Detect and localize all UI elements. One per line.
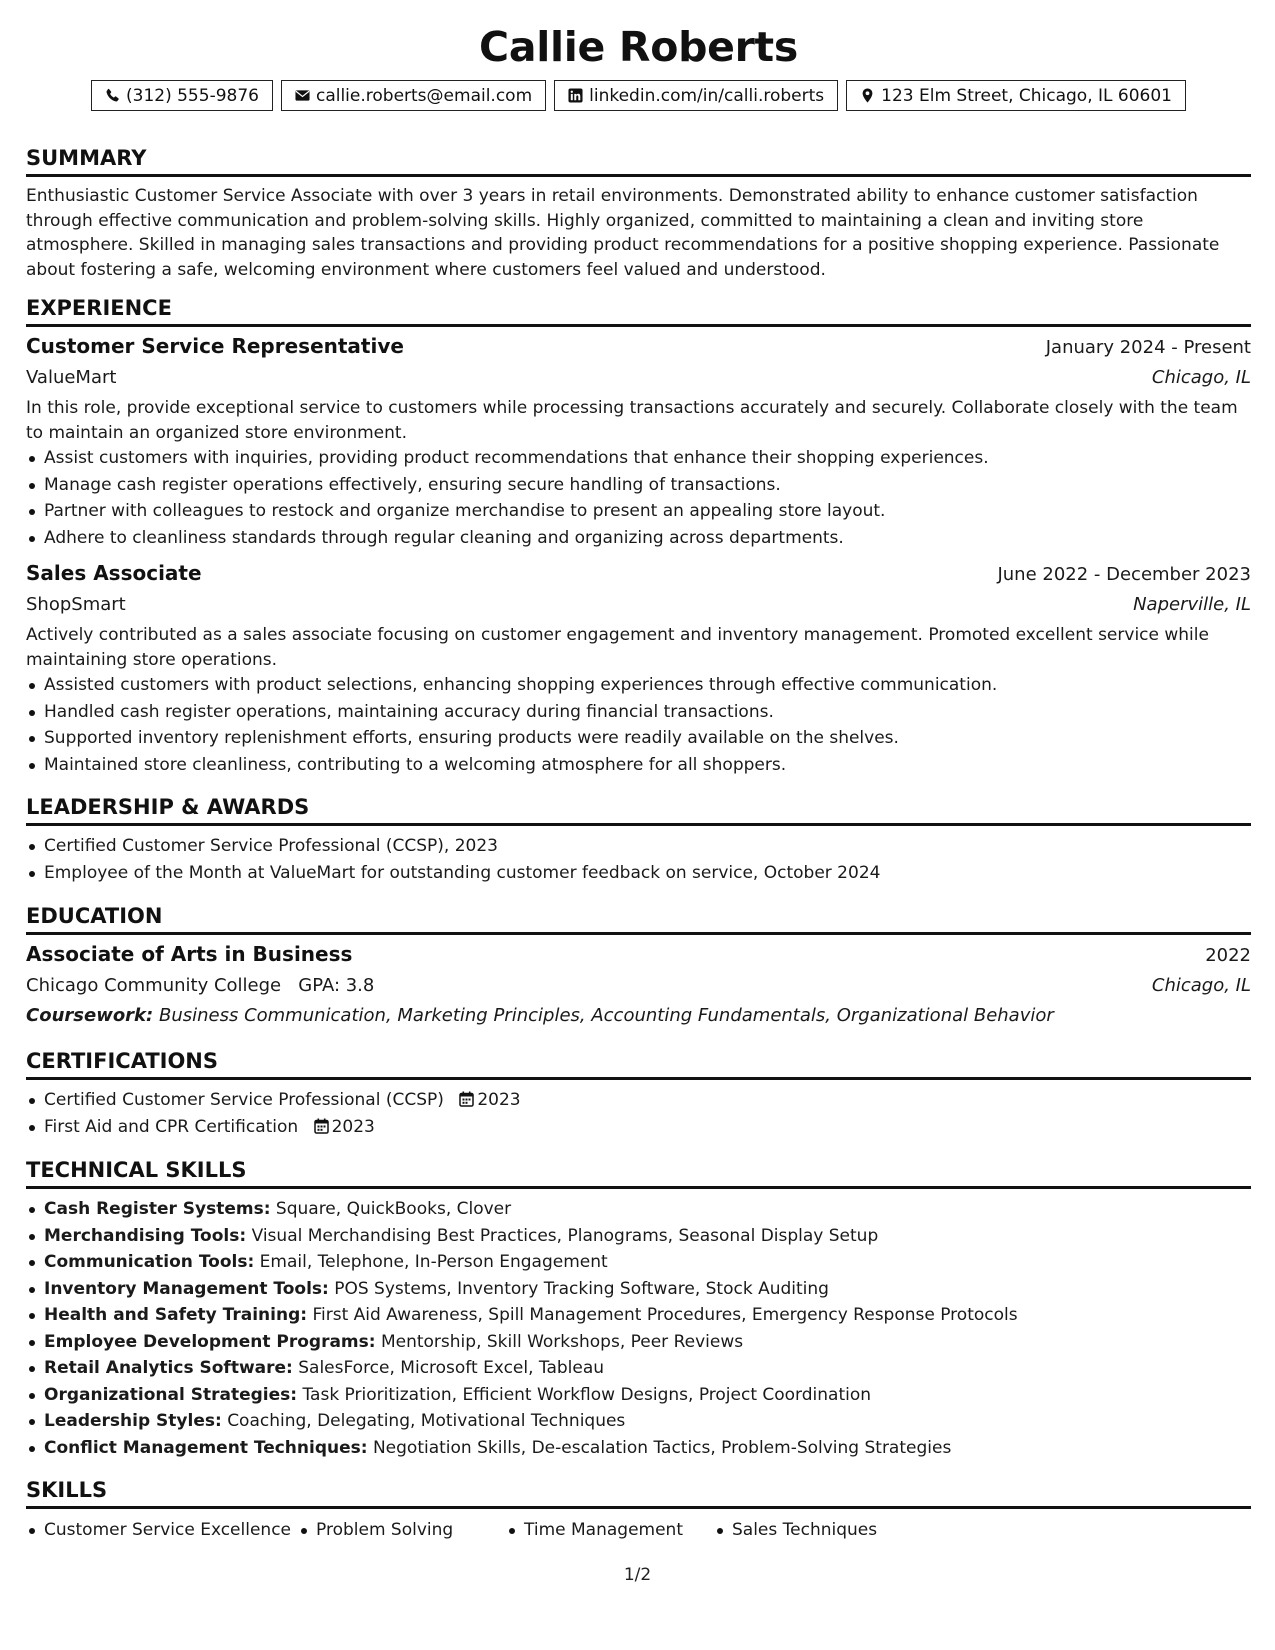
skill-values: Email, Telephone, In-Person Engagement	[259, 1252, 608, 1272]
technical-skills-section	[26, 1157, 1251, 1461]
skill-category: Cash Register Systems:	[44, 1199, 271, 1219]
section-title-summary: SUMMARY	[26, 145, 1251, 177]
skill-values: Visual Merchandising Best Practices, Planograms, Seasonal Display Setup	[251, 1225, 879, 1246]
skill-values: Task Prioritization, Efficient Workflow Designs, Project Coordination	[302, 1384, 872, 1405]
list-item	[26, 1408, 1251, 1435]
skill-item: Time Management	[506, 1517, 714, 1543]
job-title: Customer Service Representative	[26, 334, 404, 358]
list-item: Adhere to cleanliness standards through regular cleaning and organizing across departments.	[26, 525, 1251, 552]
list-item	[26, 1329, 1251, 1356]
gpa: GPA: 3.8	[298, 975, 375, 996]
contact-bar	[26, 80, 1251, 111]
skills-section	[26, 1477, 1251, 1543]
list-item: Certified Customer Service Professional (CCSP), 2023	[26, 833, 1251, 860]
calendar-icon	[314, 1118, 329, 1134]
job-company: ShopSmart	[26, 594, 126, 615]
leadership-section	[26, 794, 1251, 886]
skill-values: Negotiation Skills, De-escalation Tactics, Problem-Solving Strategies	[372, 1437, 952, 1458]
linkedin-text: linkedin.com/in/calli.roberts	[589, 85, 825, 106]
skill-item: Problem Solving	[298, 1517, 506, 1543]
list-item: Supported inventory replenishment efforts, ensuring products were readily available on the shelves.	[26, 725, 1251, 752]
job-entry	[26, 558, 1251, 778]
job-entry	[26, 331, 1251, 551]
skill-category: Conflict Management Techniques:	[44, 1437, 368, 1458]
calendar-icon	[459, 1091, 474, 1107]
candidate-name: Callie Roberts	[479, 23, 798, 71]
list-item: Partner with colleagues to restock and organize merchandise to present an appealing store layout.	[26, 498, 1251, 525]
page-number: 1/2	[623, 1565, 652, 1585]
job-bullets	[26, 672, 1251, 778]
leadership-list	[26, 833, 1251, 886]
school-location: Chicago, IL	[1151, 975, 1251, 996]
certification-year: 2023	[331, 1116, 375, 1137]
technical-skills-list	[26, 1196, 1251, 1461]
job-bullets	[26, 445, 1251, 551]
skill-item: Customer Service Excellence	[26, 1517, 298, 1543]
list-item: Assisted customers with product selections, enhancing shopping experiences through effective communication.	[26, 672, 1251, 699]
job-description: In this role, provide exceptional service to customers while processing transactions accurately and securely. Collaborate closely with the team to maintain an organized store environment.	[26, 398, 1238, 443]
certification-name: First Aid and CPR Certification	[44, 1116, 299, 1137]
envelope-icon	[295, 88, 310, 103]
job-dates: June 2022 - December 2023	[997, 564, 1251, 585]
list-item	[26, 1114, 1251, 1141]
skill-values: Mentorship, Skill Workshops, Peer Reviews	[380, 1331, 744, 1352]
skill-item: Sales Techniques	[714, 1517, 877, 1543]
list-item: Employee of the Month at ValueMart for outstanding customer feedback on service, October 2024	[26, 860, 1251, 887]
section-title-skills: SKILLS	[26, 1477, 1251, 1509]
section-title-technical-skills: TECHNICAL SKILLS	[26, 1157, 1251, 1189]
coursework	[26, 1001, 1251, 1031]
skill-values: Coaching, Delegating, Motivational Techniques	[227, 1411, 626, 1431]
section-title-leadership: LEADERSHIP & AWARDS	[26, 794, 1251, 826]
contact-email[interactable]	[281, 80, 546, 111]
contact-phone[interactable]	[91, 80, 273, 111]
skills-list	[26, 1517, 1251, 1543]
resume-page	[26, 22, 1251, 1543]
section-title-experience: EXPERIENCE	[26, 295, 1251, 327]
list-item	[26, 1435, 1251, 1462]
education-section	[26, 903, 1251, 1031]
list-item	[26, 1249, 1251, 1276]
map-pin-icon	[860, 88, 875, 103]
linkedin-icon	[568, 88, 583, 103]
certification-year: 2023	[477, 1090, 521, 1110]
skill-values: SalesForce, Microsoft Excel, Tableau	[298, 1358, 605, 1378]
job-description: Actively contributed as a sales associate focusing on customer engagement and inventory management. Promoted excellent service while maintaining store operations.	[26, 625, 1209, 670]
list-item: Manage cash register operations effectively, ensuring secure handling of transactions.	[26, 472, 1251, 499]
list-item	[26, 1355, 1251, 1382]
phone-icon	[105, 88, 120, 103]
list-item: Handled cash register operations, maintaining accuracy during financial transactions.	[26, 699, 1251, 726]
job-location: Naperville, IL	[1133, 594, 1251, 615]
list-item	[26, 1276, 1251, 1303]
section-title-education: EDUCATION	[26, 903, 1251, 935]
graduation-year: 2022	[1205, 945, 1251, 966]
certification-name: Certified Customer Service Professional (CCSP)	[44, 1090, 444, 1110]
list-item: Maintained store cleanliness, contributing to a welcoming atmosphere for all shoppers.	[26, 752, 1251, 779]
address-text: 123 Elm Street, Chicago, IL 60601	[881, 85, 1172, 106]
summary-section	[26, 145, 1251, 282]
section-title-certifications: CERTIFICATIONS	[26, 1048, 1251, 1080]
phone-text: (312) 555-9876	[126, 85, 259, 106]
skill-category: Health and Safety Training:	[44, 1305, 308, 1325]
job-location: Chicago, IL	[1151, 367, 1251, 388]
coursework-label: Coursework:	[26, 1005, 154, 1026]
list-item	[26, 1087, 1251, 1114]
skill-category: Employee Development Programs:	[44, 1331, 376, 1352]
contact-address[interactable]	[846, 80, 1186, 111]
skill-category: Leadership Styles:	[44, 1411, 222, 1431]
skill-category: Merchandising Tools:	[44, 1225, 247, 1246]
email-text: callie.roberts@email.com	[315, 85, 533, 106]
experience-section	[26, 295, 1251, 778]
list-item	[26, 1302, 1251, 1329]
summary-text: Enthusiastic Customer Service Associate with over 3 years in retail environments. Demonstrated ability to enhance customer satisfaction through effective communication and problem-solving skills. Highly organized, committed to maintaining a clean and inviting store atmosphere. Skilled in managing sales transactions and providing product recommendations for a positive shopping experience. Passionate about fostering a safe, welcoming environment where customers feel valued and understood.	[26, 186, 1220, 280]
skill-category: Communication Tools:	[44, 1252, 255, 1272]
list-item	[26, 1196, 1251, 1223]
skill-values: POS Systems, Inventory Tracking Software, Stock Auditing	[334, 1278, 829, 1299]
skill-values: Square, QuickBooks, Clover	[275, 1199, 512, 1219]
job-title: Sales Associate	[26, 561, 202, 585]
skill-values: First Aid Awareness, Spill Management Procedures, Emergency Response Protocols	[312, 1305, 1018, 1325]
certifications-section	[26, 1048, 1251, 1140]
list-item: Assist customers with inquiries, providing product recommendations that enhance their shopping experiences.	[26, 445, 1251, 472]
list-item	[26, 1382, 1251, 1409]
school-name: Chicago Community College	[26, 975, 282, 996]
job-company: ValueMart	[26, 367, 117, 388]
list-item	[26, 1223, 1251, 1250]
degree-name: Associate of Arts in Business	[26, 942, 353, 966]
contact-linkedin[interactable]	[554, 80, 838, 111]
job-dates: January 2024 - Present	[1045, 337, 1251, 358]
skill-category: Inventory Management Tools:	[44, 1278, 329, 1299]
skill-category: Organizational Strategies:	[44, 1384, 298, 1405]
coursework-list: Business Communication, Marketing Principles, Accounting Fundamentals, Organizational Behavior	[158, 1005, 1054, 1026]
certifications-list	[26, 1087, 1251, 1140]
skill-category: Retail Analytics Software:	[44, 1358, 293, 1378]
